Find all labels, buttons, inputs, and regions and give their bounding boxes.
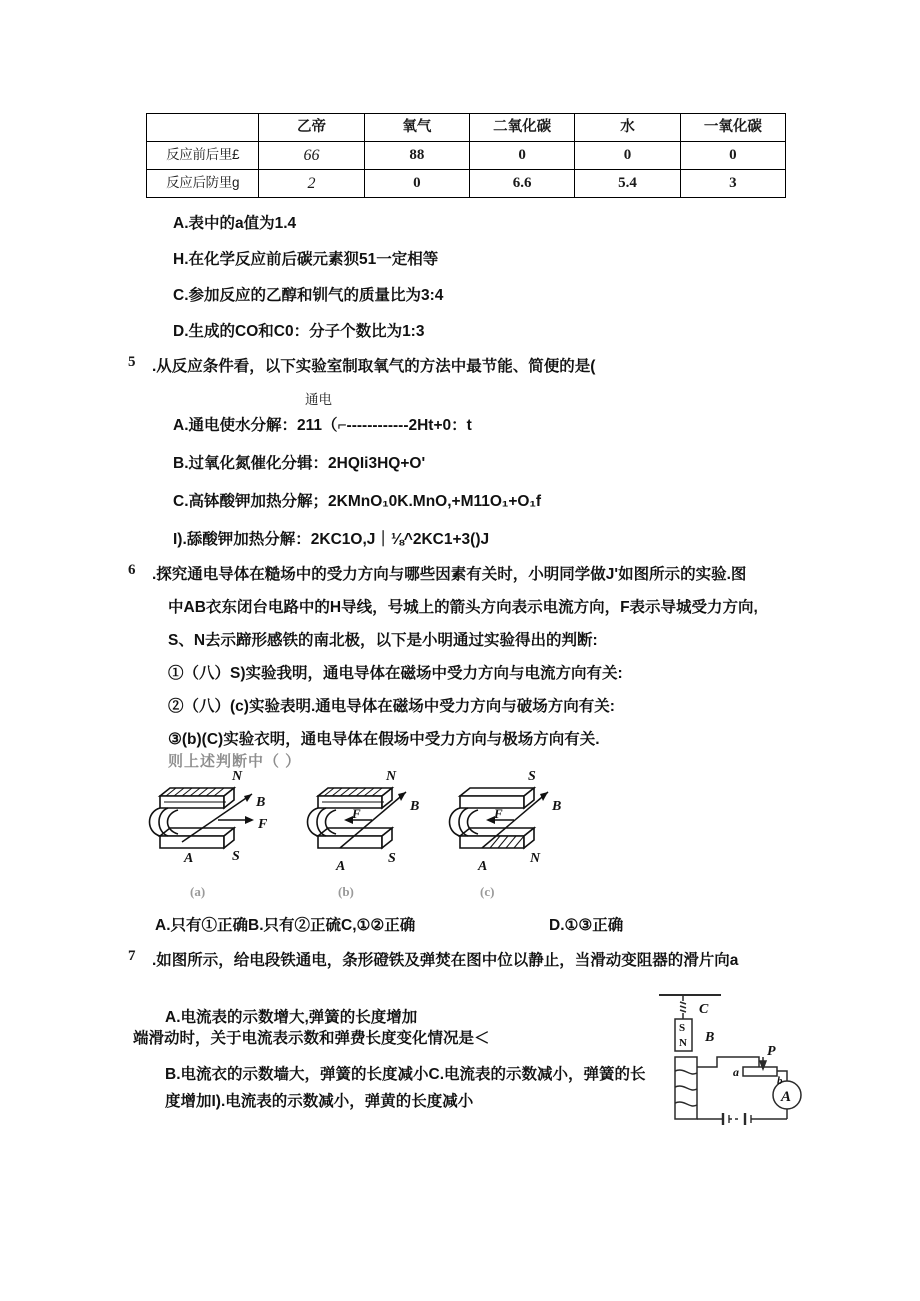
table-cell: 66	[259, 142, 364, 170]
magnet-figure-b	[306, 762, 456, 892]
magnet-c-label-S: S	[528, 769, 536, 784]
circuit-figure	[655, 983, 840, 1128]
table-cell: 0	[680, 142, 785, 170]
magnet-b-label-A: A	[336, 859, 346, 874]
magnet-a-label-B: B	[256, 795, 266, 810]
circuit-label-rheostat-b: b	[777, 1075, 783, 1087]
q5-option-a[interactable]: A.通电使水分解：211（⌐------------2Ht+0：t	[173, 417, 472, 434]
q6-stem-line-2: 中AB衣东闭台电路中的H导线，号城上的箭头方向表示电流方向，F表示导城受力方向,	[168, 599, 758, 616]
q7-option-bc[interactable]: B.电流衣的示数墙大，弹簧的长度减小C.电流表的示数减小，弹簧的长	[165, 1066, 646, 1083]
magnet-c-label-N: N	[530, 851, 541, 866]
q6-statement-2: ②（八）(c)实验表明.通电导体在磁场中受力方向与破场方向有关:	[168, 698, 615, 715]
q7-option-a[interactable]: A.电流表的示数增大,弹簧的长度增加	[165, 1009, 418, 1026]
figure-caption-c: (c)	[480, 884, 495, 899]
reaction-data-table	[146, 113, 786, 198]
magnet-a-label-F: F	[258, 817, 268, 832]
table-corner-cell	[147, 114, 259, 142]
table-cell: 5.4	[575, 170, 680, 198]
q5-number: 5	[128, 354, 136, 370]
magnet-c-label-F: F	[494, 806, 503, 821]
circuit-label-magnet-top: S	[679, 1022, 686, 1034]
q5-stem: .从反应条件看，以下实验室制取氧气的方法中最节能、简便的是(	[152, 358, 596, 375]
magnet-b-label-S: S	[388, 851, 396, 866]
table-header-cell: 氧气	[364, 114, 469, 142]
table-header-cell: 一氧化碳	[680, 114, 785, 142]
circuit-label-magnet-bottom: N	[679, 1037, 687, 1049]
q5-option-b[interactable]: B.过氧化氮催化分辑：2HQIi3HQ+O'	[173, 455, 426, 472]
table-row-label: 反应前后里£	[147, 142, 259, 170]
table-cell: 88	[364, 142, 469, 170]
figure-caption-a: (a)	[190, 884, 206, 899]
table-cell: 2	[259, 170, 364, 198]
circuit-label-ammeter: A	[781, 1089, 792, 1105]
magnet-a-label-A: A	[184, 851, 194, 866]
table-cell: 0	[575, 142, 680, 170]
table-header-cell: 乙帝	[259, 114, 364, 142]
figure-caption-b: (b)	[338, 884, 354, 899]
magnet-figure-c	[448, 762, 598, 892]
q5-option-c[interactable]: C.高钵酸钾加热分解；2KMnO₁0K.MnO,+M11O₁+O₁f	[173, 493, 542, 510]
magnet-a-label-N: N	[232, 769, 243, 784]
table-row-label: 反应后防里g	[147, 170, 259, 198]
magnet-a-label-S: S	[232, 849, 240, 864]
q7-stem: .如图所示，给电段铁通电，条形磴铁及弹焚在图中位以静止，当滑动变阻器的滑片向a	[152, 952, 739, 969]
q4-option-a[interactable]: A.表中的a值为1.4	[173, 215, 297, 232]
magnet-c-label-B: B	[552, 799, 562, 814]
q5-reaction-condition-label: 通电	[305, 392, 332, 407]
magnet-figure-group	[148, 762, 618, 892]
table-cell: 3	[680, 170, 785, 198]
magnet-c-label-A: A	[478, 859, 488, 874]
circuit-label-rheostat-a: a	[733, 1065, 739, 1079]
q5-option-d[interactable]: I).舔酸钾加热分解：2KC1O,J｜⅛^2KC1+3()J	[173, 531, 490, 548]
q4-option-d[interactable]: D.生成的CO和C0：分子个数比为1:3	[173, 323, 425, 340]
table-cell: 0	[364, 170, 469, 198]
table	[146, 113, 786, 198]
q7-stem-continued: 端滑动时，关于电流表示数和弹费长度变化情况是＜	[133, 1030, 490, 1047]
q6-stem-line-1: .探究通电导体在糙场中的受力方向与哪些因素有关时，小明同学做J'如图所示的实验.图	[152, 566, 747, 583]
table-cell: 0	[470, 142, 575, 170]
q7-number: 7	[128, 948, 136, 964]
magnet-diagram-b-svg	[306, 762, 456, 892]
table-header-row	[147, 114, 786, 142]
q7-option-d[interactable]: 度增加I).电流表的示数减小，弹黄的长度减小	[165, 1093, 474, 1110]
q4-option-b[interactable]: H.在化学反应前后碳元素狈51一定相等	[173, 251, 439, 268]
figure-captions	[148, 884, 618, 902]
q6-number: 6	[128, 562, 136, 578]
table-header-cell: 水	[575, 114, 680, 142]
table-row	[147, 142, 786, 170]
circuit-label-magnet: B	[705, 1030, 715, 1045]
circuit-label-spring: C	[699, 1002, 709, 1017]
q6-stem-line-3: S、N去示蹄形感铁的南北极，以下是小明通过实验得出的判断:	[168, 632, 598, 649]
circuit-diagram-svg	[655, 983, 840, 1128]
q6-faded-prompt: 则上述判断中（ ）	[168, 753, 302, 770]
table-cell: 6.6	[470, 170, 575, 198]
circuit-label-slider: P	[767, 1044, 776, 1059]
magnet-figure-a	[148, 762, 298, 892]
table-row	[147, 170, 786, 198]
q6-statement-1: ①（八）S)实验我明，通电导体在磁场中受力方向与电流方向有关:	[168, 665, 623, 682]
q6-statement-3: ③(b)(C)实验衣明，通电导体在假场中受力方向与极场方向有关.	[168, 731, 600, 748]
magnet-b-label-B: B	[410, 799, 420, 814]
q4-option-c[interactable]: C.参加反应的乙醇和钏气的质量比为3:4	[173, 287, 444, 304]
magnet-diagram-a-svg	[148, 762, 298, 892]
magnet-diagram-c-svg	[448, 762, 598, 892]
magnet-b-label-F: F	[352, 806, 361, 821]
q6-answers-left[interactable]: A.只有①正确B.只有②正硫C,①②正确	[155, 917, 416, 934]
magnet-b-label-N: N	[386, 769, 397, 784]
q6-answer-d[interactable]: D.①③正确	[549, 917, 624, 934]
table-header-cell: 二氧化碳	[470, 114, 575, 142]
